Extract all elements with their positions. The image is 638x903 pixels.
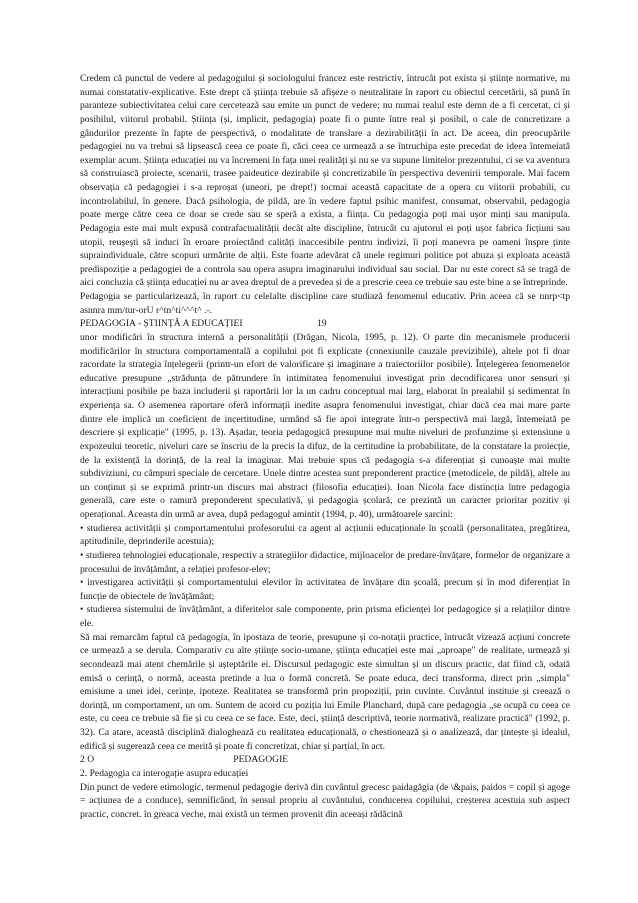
- document-page: [80, 72, 570, 821]
- paragraph-theory-practice: Să mai remarcăm faptul că pedagogia, în ipostaza de teorie, presupune și co-notații practice, întrucât vizează acțiuni concrete ce urmează a se derula. Comparativ cu alte științe socio-umane, știința educației este mai „aproape" de realitate, urmează și secondează mai atent chemările și așteptările ei. Discursul pedagogic este simultan și un discurs practic, dat fiind că, odată emisă o cerință, o normă, aceasta pretinde a lua o formă concretă. Se poate educa, deci transforma, direct prin „simpla" emisiune a unei idei, cerințe, ipoteze. Realitatea se transformă prin propoziții, prin cuvinte. Cuvântul instituie și creează o dorință, un comportament, un om. Suntem de acord cu poziția lui Emile Planchard, după care pedagogia „se ocupă cu ceea ce este, cu ceea ce trebuie să fie și cu ceea ce se face. Este, deci, știință descriptivă, teorie normativă, realizare practică" (1992, p. 32). Ca atare, această disciplină dialoghează cu realitatea educațională, o chestionează și o analizează, dar țintește și idealul, edifică și sugerează ceea ce merită și poate fi concretizat, chiar și parțial, în act.: [80, 631, 570, 752]
- page-number: 19: [316, 318, 327, 330]
- bullet-item-system: • studierea sistemului de învățământ, a diferitelor sale componente, prin prisma eficienței lor pedagogice și a relațiilor dintre ele.: [80, 604, 570, 629]
- bullet-item-teacher: • studierea activității și comportamentului profesorului ca agent al acțiunii educaționale în școală (personalitatea, pregătirea, aptitudinile, deprinderile acestuia);: [80, 522, 570, 548]
- page-number: 2 O: [80, 754, 95, 766]
- section-heading: 2. Pedagogia ca interogație asupra educației: [80, 767, 249, 779]
- running-header-pedagogie: [80, 753, 570, 767]
- paragraph-etymology: Din punct de vedere etimologic, termenul pedagogie derivă din cuvântul grecesc paidagăgia (de \&pais, paidos = copil și agoge = acțiunea de a conduce), semnificând, în sensul propriu al cuvântului, conducerea copilului, creșterea acestuia sub aspect practic, concret. în greaca veche, mai există un termen provenit din aceeași rădăcină: [80, 781, 570, 820]
- bullet-item-technology: • studierea tehnologiei educaționale, respectiv a strategiilor didactice, mijloacelor de predare-învățare, formelor de organizare a procesului de învățământ, a relației profesor-elev;: [80, 549, 570, 575]
- paragraph-personality-modifications: unor modificări în structura internă a personalității (Drăgan, Nicola, 1995, p. 12). O parte din mecanismele producerii modificărilor în structura comportamentală a copilului pot fi explicate (conexiunile cauzale previzibile), altele pot fi doar racordate la strategia înțelegerii (printr-un efort de valorificare și imaginare a traiectoriilor posibile). Înțelegerea fenomenelor educative presupune „strădunța de pătrundere în intimitatea fenomenului investigat prin decodificarea unor sensuri și interacțiuni posibile pe baza includerii și raportării lor la un cadru conceptual mai larg, elaborat în prealabil și sedimentat în experiența sa. O asemenea raportare oferă informații inedite asupra fenomenului investigat, chiar dacă cea mai mare parte dintre ele implică un coeficient de incertitudine, urmând să fie apoi integrate într-o perspectivă mai largă, întemeiată pe descriere și explicație" (1995, p. 13). Așadar, teoria pedagogică presupune mai multe niveluri de profunzime și extensiune a expozeului teoretic, niveluri care se înscriu de la precis la difuz, de la certitudine la probabilitate, de la constatare la proiecție, de la existență la dorință, de la real la imaginar. Mai trebuie spus că pedagogia s-a diferențiat și cunoaște mai multe subdiviziuni, cu câmpuri speciale de cercetare. Unele dintre acestea sunt preponderent practice (metodicele, de pildă), altele au un conținut și se exprimă printr-un discurs mai abstract (filosofia educației). Ioan Nicola face distincția între pedagogia generală, care este o ramură preponderent speculativă, și pedagogia școlară, ce prezintă un caracter prioritar pozitiv și operațional. Aceasta din urmă ar avea, după pedagogul amintit (1994, p. 40), următoarele sarcini:: [80, 331, 570, 520]
- paragraph-particularization: Pedagogia se particularizează, în raport cu celelalte discipline care studiază fenomenul educativ. Prin aceea că se nnrp<tp asnnra mm/tur-orU r^tn^ti^^^t^ .-.: [80, 291, 570, 316]
- paragraph-normative-science: Credem că punctul de vedere al pedagogului și sociologului francez este restrictiv, întrucât pot exista și științe normative, nu numai constatativ-explicative. Este drept că știința trebuie să afișeze o neutralitate în raport cu obiectul cercetării, să pună în paranteze subiectivitatea celui care cercetează sau emite un punct de vedere; nu numai realul este demn de a fi cercetat, ci și posibilul, viitorul probabil. Știința (și, implicit, pedagogia) poate fi o punte între real și posibil, o cale de concretizare a gândurilor prezente în fapte de perspectivă, o modalitate de translare a dezirabilității în act. De aceea, din preocupările pedagogiei nu va trebui să lipsească ceea ce poate fi, căci ceea ce urmează a se întruchipa este precedat de ideea întemeiată exemplar acum. Știința educației nu va încremeni în fața unei realități și nu se va supune limitelor prezentului, ci se va aventura să construiască proiecte, scenarii, trasee paideutice dezirabile și concretizabile în perspectiva devenirii temporale. Mai facem observația că pedagogiei i s-a reproșat (uneori, pe drept!) tocmai această capacitate de a opera cu viitorii probabili, cu incontrolabilul, în genere. Dacă psihologia, de pildă, are în vedere faptul psihic manifest, consumat, observabil, pedagogia poate merge către ceea ce doar se crede sau se speră a exista, a ființa. Cu pedagogia poți mai ușor minți sau manipula. Pedagogia este mai mult expusă contrafactualității decât alte discipline, întrucât cu ajutorul ei poți ușor fabrica ficțiuni sau utopii, reușești să induci în eroare proiectând calități inaccesibile pentru indivizi, îi poți manevra pe oameni înspre ținte supraindividuale, către scopuri urmărite de alții. Este foarte adevărat că unele regimuri politice pot abuza și exploata această predispoziție a pedagogiei de a controla sau opera asupra imaginarului individual sau social. Dar nu este corect să se tragă de aici concluzia că știința educației nu ar avea dreptul de a prevedea și de a prescrie ceea ce trebuie sau este bine a se întreprinde.: [80, 73, 570, 289]
- running-header-page-19: [80, 317, 570, 331]
- running-header-title: PEDAGOGIA - ȘTIINȚĂ A EDUCAȚIEI: [80, 318, 243, 330]
- bullet-item-students: • investigarea activității și comportamentului elevilor în activitatea de învățare din școală, precum și în mod diferențiat în funcție de obiectele de învățământ;: [80, 577, 570, 602]
- running-header-title: PEDAGOGIE: [233, 754, 289, 766]
